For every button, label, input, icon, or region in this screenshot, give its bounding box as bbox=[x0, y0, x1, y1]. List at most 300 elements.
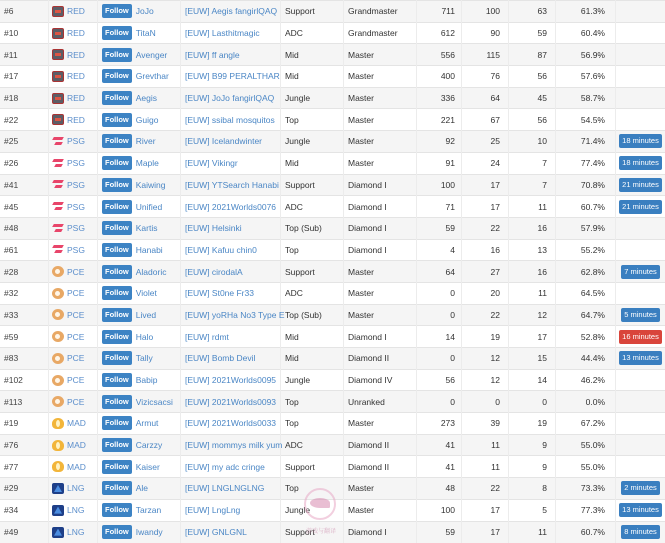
account-link[interactable]: [EUW] LNGLNGLNG bbox=[185, 483, 264, 493]
team-name[interactable]: LNG bbox=[67, 505, 84, 515]
rank-text: #22 bbox=[4, 115, 18, 125]
tier-cell bbox=[344, 152, 417, 174]
player-cell bbox=[98, 22, 181, 44]
team-logo-icon bbox=[52, 288, 64, 299]
follow-button[interactable]: Follow bbox=[102, 503, 132, 517]
tier-text: Grandmaster bbox=[348, 6, 398, 16]
tier-text: Diamond I bbox=[348, 202, 387, 212]
player-name-link[interactable]: Hanabi bbox=[136, 245, 163, 255]
account-link[interactable]: [EUW] Bomb Devil bbox=[185, 353, 255, 363]
live-game-badge[interactable]: 7 minutes bbox=[621, 265, 660, 279]
player-name-link[interactable]: Iwandy bbox=[136, 527, 163, 537]
lp-cell bbox=[417, 413, 462, 435]
role-cell bbox=[281, 44, 344, 66]
team-logo-icon bbox=[52, 201, 64, 212]
role-cell bbox=[281, 239, 344, 261]
losses-cell bbox=[509, 304, 556, 326]
lp-cell bbox=[417, 391, 462, 413]
player-name-link[interactable]: Violet bbox=[136, 288, 157, 298]
lp-text: 41 bbox=[446, 462, 455, 472]
follow-button[interactable]: Follow bbox=[102, 221, 132, 235]
winrate-cell bbox=[556, 261, 616, 283]
follow-button[interactable]: Follow bbox=[102, 286, 132, 300]
tier-text: Master bbox=[348, 71, 374, 81]
team-logo-icon bbox=[52, 49, 64, 60]
winrate-text: 60.7% bbox=[581, 202, 605, 212]
player-name-link[interactable]: JoJo bbox=[136, 6, 154, 16]
lp-cell bbox=[417, 348, 462, 370]
team-logo-icon bbox=[52, 309, 64, 320]
rank-text: #19 bbox=[4, 418, 18, 428]
lp-text: 91 bbox=[446, 158, 455, 168]
live-game-badge[interactable]: 18 minutes bbox=[619, 134, 662, 148]
live-game-badge[interactable]: 18 minutes bbox=[619, 156, 662, 170]
losses-text: 16 bbox=[538, 267, 547, 277]
wins-text: 12 bbox=[491, 353, 500, 363]
rank-cell bbox=[0, 87, 49, 109]
losses-text: 0 bbox=[542, 397, 547, 407]
lp-cell bbox=[417, 326, 462, 348]
team-cell bbox=[49, 456, 98, 478]
lp-text: 336 bbox=[441, 93, 455, 103]
account-link[interactable]: [EUW] yoRHa No3 Type E bbox=[185, 310, 285, 320]
wins-cell bbox=[462, 499, 509, 521]
tier-cell bbox=[344, 261, 417, 283]
lp-text: 0 bbox=[450, 310, 455, 320]
table-row bbox=[0, 499, 665, 521]
lp-text: 59 bbox=[446, 527, 455, 537]
role-cell bbox=[281, 1, 344, 23]
wins-text: 24 bbox=[491, 158, 500, 168]
role-text: Mid bbox=[285, 71, 299, 81]
follow-button[interactable]: Follow bbox=[102, 265, 132, 279]
losses-cell bbox=[509, 478, 556, 500]
lp-cell bbox=[417, 22, 462, 44]
player-name-link[interactable]: Avenger bbox=[136, 50, 168, 60]
account-link[interactable]: [EUW] rdmt bbox=[185, 332, 229, 342]
account-link[interactable]: [EUW] GNLGNL bbox=[185, 527, 247, 537]
team-logo-icon bbox=[52, 71, 64, 82]
tier-cell bbox=[344, 304, 417, 326]
player-name-link[interactable]: River bbox=[136, 136, 156, 146]
winrate-text: 67.2% bbox=[581, 418, 605, 428]
player-cell bbox=[98, 239, 181, 261]
lp-cell bbox=[417, 521, 462, 543]
tier-text: Unranked bbox=[348, 397, 385, 407]
account-link[interactable]: [EUW] YTSearch Hanabi bbox=[185, 180, 279, 190]
live-cell bbox=[616, 282, 665, 304]
role-text: ADC bbox=[285, 28, 303, 38]
follow-button[interactable]: Follow bbox=[102, 156, 132, 170]
lp-cell bbox=[417, 434, 462, 456]
account-link[interactable]: [EUW] 2021Worlds0033 bbox=[185, 418, 276, 428]
wins-cell bbox=[462, 196, 509, 218]
tier-cell bbox=[344, 174, 417, 196]
player-name-link[interactable]: Tarzan bbox=[136, 505, 162, 515]
tier-text: Diamond I bbox=[348, 527, 387, 537]
wins-cell bbox=[462, 348, 509, 370]
winrate-cell bbox=[556, 152, 616, 174]
account-cell bbox=[181, 131, 281, 153]
wins-cell bbox=[462, 413, 509, 435]
winrate-cell bbox=[556, 391, 616, 413]
winrate-cell bbox=[556, 217, 616, 239]
live-cell bbox=[616, 521, 665, 543]
tier-cell bbox=[344, 499, 417, 521]
role-cell bbox=[281, 261, 344, 283]
player-cell bbox=[98, 196, 181, 218]
wins-text: 20 bbox=[491, 288, 500, 298]
wins-text: 76 bbox=[491, 71, 500, 81]
tier-cell bbox=[344, 478, 417, 500]
account-link[interactable]: [EUW] my adc cringe bbox=[185, 462, 265, 472]
account-cell bbox=[181, 326, 281, 348]
account-link[interactable]: [EUW] Vikingr bbox=[185, 158, 238, 168]
lp-text: 41 bbox=[446, 440, 455, 450]
team-name[interactable]: PSG bbox=[67, 180, 85, 190]
live-cell bbox=[616, 131, 665, 153]
account-link[interactable]: [EUW] B99 PERALTHAR bbox=[185, 71, 280, 81]
account-link[interactable]: [EUW] JoJo fangirlQAQ bbox=[185, 93, 274, 103]
player-cell bbox=[98, 326, 181, 348]
account-cell bbox=[181, 1, 281, 23]
team-name[interactable]: RED bbox=[67, 28, 85, 38]
account-cell bbox=[181, 413, 281, 435]
table-row bbox=[0, 66, 665, 88]
team-logo-icon bbox=[52, 375, 64, 386]
table-row bbox=[0, 131, 665, 153]
team-name[interactable]: PCE bbox=[67, 375, 84, 385]
live-game-badge[interactable]: 8 minutes bbox=[621, 525, 660, 539]
follow-button[interactable]: Follow bbox=[102, 48, 132, 62]
lp-cell bbox=[417, 261, 462, 283]
account-link[interactable]: [EUW] Icelandwinter bbox=[185, 136, 262, 146]
lp-text: 59 bbox=[446, 223, 455, 233]
team-name[interactable]: PCE bbox=[67, 310, 84, 320]
follow-button[interactable]: Follow bbox=[102, 134, 132, 148]
live-cell bbox=[616, 326, 665, 348]
wins-text: 100 bbox=[486, 6, 500, 16]
lp-cell bbox=[417, 1, 462, 23]
tier-text: Master bbox=[348, 50, 374, 60]
team-name[interactable]: LNG bbox=[67, 483, 84, 493]
role-cell bbox=[281, 196, 344, 218]
wins-cell bbox=[462, 239, 509, 261]
table-row bbox=[0, 196, 665, 218]
team-name[interactable]: PSG bbox=[67, 202, 85, 212]
table-row bbox=[0, 22, 665, 44]
tier-text: Diamond IV bbox=[348, 375, 392, 385]
losses-text: 10 bbox=[538, 136, 547, 146]
account-cell bbox=[181, 369, 281, 391]
table-row bbox=[0, 369, 665, 391]
follow-button[interactable]: Follow bbox=[102, 91, 132, 105]
watermark-text: 游戏与翻译 bbox=[300, 526, 342, 535]
team-cell bbox=[49, 152, 98, 174]
follow-button[interactable]: Follow bbox=[102, 525, 132, 539]
live-game-badge[interactable]: 21 minutes bbox=[619, 200, 662, 214]
player-cell bbox=[98, 217, 181, 239]
tier-cell bbox=[344, 326, 417, 348]
rank-text: #25 bbox=[4, 136, 18, 146]
lp-cell bbox=[417, 66, 462, 88]
live-game-badge[interactable]: 5 minutes bbox=[621, 308, 660, 322]
lp-text: 0 bbox=[450, 397, 455, 407]
team-name[interactable]: PSG bbox=[67, 136, 85, 146]
player-name-link[interactable]: Kaiser bbox=[136, 462, 160, 472]
role-text: Top bbox=[285, 418, 299, 428]
lp-cell bbox=[417, 152, 462, 174]
rank-text: #32 bbox=[4, 288, 18, 298]
player-cell bbox=[98, 413, 181, 435]
winrate-cell bbox=[556, 326, 616, 348]
tier-text: Master bbox=[348, 93, 374, 103]
wins-text: 39 bbox=[491, 418, 500, 428]
losses-text: 9 bbox=[542, 440, 547, 450]
lp-text: 221 bbox=[441, 115, 455, 125]
player-name-link[interactable]: Aegis bbox=[136, 93, 157, 103]
follow-button[interactable]: Follow bbox=[102, 243, 132, 257]
losses-cell bbox=[509, 391, 556, 413]
account-cell bbox=[181, 239, 281, 261]
lp-text: 100 bbox=[441, 505, 455, 515]
account-cell bbox=[181, 456, 281, 478]
follow-button[interactable]: Follow bbox=[102, 330, 132, 344]
role-cell bbox=[281, 109, 344, 131]
live-cell bbox=[616, 456, 665, 478]
player-name-link[interactable]: Halo bbox=[136, 332, 153, 342]
player-name-link[interactable]: Kartis bbox=[136, 223, 158, 233]
player-name-link[interactable]: Vizicsacsi bbox=[136, 397, 173, 407]
winrate-text: 77.3% bbox=[581, 505, 605, 515]
team-cell bbox=[49, 348, 98, 370]
player-name-link[interactable]: Carzzy bbox=[136, 440, 162, 450]
team-name[interactable]: PCE bbox=[67, 288, 84, 298]
lp-cell bbox=[417, 131, 462, 153]
table-row bbox=[0, 456, 665, 478]
rank-cell bbox=[0, 304, 49, 326]
losses-text: 59 bbox=[538, 28, 547, 38]
lp-text: 4 bbox=[450, 245, 455, 255]
account-cell bbox=[181, 174, 281, 196]
winrate-text: 58.7% bbox=[581, 93, 605, 103]
winrate-cell bbox=[556, 44, 616, 66]
follow-button[interactable]: Follow bbox=[102, 460, 132, 474]
follow-button[interactable]: Follow bbox=[102, 308, 132, 322]
winrate-cell bbox=[556, 1, 616, 23]
team-name[interactable]: PSG bbox=[67, 223, 85, 233]
rank-cell bbox=[0, 196, 49, 218]
losses-cell bbox=[509, 217, 556, 239]
account-link[interactable]: [EUW] LngLng bbox=[185, 505, 240, 515]
account-link[interactable]: [EUW] 2021Worlds0095 bbox=[185, 375, 276, 385]
rank-cell bbox=[0, 261, 49, 283]
team-name[interactable]: RED bbox=[67, 115, 85, 125]
follow-button[interactable]: Follow bbox=[102, 178, 132, 192]
losses-text: 56 bbox=[538, 71, 547, 81]
rank-text: #17 bbox=[4, 71, 18, 81]
rank-text: #49 bbox=[4, 527, 18, 537]
role-cell bbox=[281, 131, 344, 153]
team-cell bbox=[49, 174, 98, 196]
team-cell bbox=[49, 196, 98, 218]
losses-cell bbox=[509, 109, 556, 131]
live-game-badge[interactable]: 16 minutes bbox=[619, 330, 662, 344]
winrate-cell bbox=[556, 131, 616, 153]
winrate-text: 54.5% bbox=[581, 115, 605, 125]
lp-cell bbox=[417, 456, 462, 478]
follow-button[interactable]: Follow bbox=[102, 438, 132, 452]
role-cell bbox=[281, 174, 344, 196]
player-name-link[interactable]: Armut bbox=[136, 418, 159, 428]
rank-cell bbox=[0, 369, 49, 391]
follow-button[interactable]: Follow bbox=[102, 351, 132, 365]
rank-cell bbox=[0, 109, 49, 131]
team-cell bbox=[49, 239, 98, 261]
rank-cell bbox=[0, 22, 49, 44]
winrate-cell bbox=[556, 434, 616, 456]
live-game-badge[interactable]: 13 minutes bbox=[619, 351, 662, 365]
team-name[interactable]: PCE bbox=[67, 332, 84, 342]
player-name-link[interactable]: Aladoric bbox=[136, 267, 167, 277]
player-name-link[interactable]: Grevthar bbox=[136, 71, 169, 81]
losses-cell bbox=[509, 196, 556, 218]
follow-button[interactable]: Follow bbox=[102, 26, 132, 40]
tier-text: Diamond I bbox=[348, 180, 387, 190]
winrate-text: 55.0% bbox=[581, 440, 605, 450]
team-logo-icon bbox=[52, 93, 64, 104]
team-name[interactable]: MAD bbox=[67, 418, 86, 428]
follow-button[interactable]: Follow bbox=[102, 481, 132, 495]
team-name[interactable]: RED bbox=[67, 71, 85, 81]
live-cell bbox=[616, 109, 665, 131]
table-row bbox=[0, 521, 665, 543]
live-game-badge[interactable]: 21 minutes bbox=[619, 178, 662, 192]
team-name[interactable]: RED bbox=[67, 50, 85, 60]
lp-cell bbox=[417, 174, 462, 196]
winrate-cell bbox=[556, 22, 616, 44]
player-name-link[interactable]: Tally bbox=[136, 353, 153, 363]
player-name-link[interactable]: Babip bbox=[136, 375, 158, 385]
account-link[interactable]: [EUW] Aegis fangirlQAQ bbox=[185, 6, 277, 16]
account-link[interactable]: [EUW] Helsinki bbox=[185, 223, 242, 233]
wins-cell bbox=[462, 217, 509, 239]
team-name[interactable]: PCE bbox=[67, 397, 84, 407]
player-name-link[interactable]: Kaiwing bbox=[136, 180, 166, 190]
role-text: Mid bbox=[285, 158, 299, 168]
lp-text: 0 bbox=[450, 353, 455, 363]
wins-cell bbox=[462, 326, 509, 348]
account-link[interactable]: [EUW] 2021Worlds0076 bbox=[185, 202, 276, 212]
account-link[interactable]: [EUW] cirodalA bbox=[185, 267, 243, 277]
losses-text: 11 bbox=[538, 202, 547, 212]
team-cell bbox=[49, 326, 98, 348]
team-logo-icon bbox=[52, 527, 64, 538]
tier-text: Grandmaster bbox=[348, 28, 398, 38]
live-game-badge[interactable]: 2 minutes bbox=[621, 481, 660, 495]
account-cell bbox=[181, 22, 281, 44]
follow-button[interactable]: Follow bbox=[102, 113, 132, 127]
player-name-link[interactable]: Ale bbox=[136, 483, 148, 493]
account-link[interactable]: [EUW] 2021Worlds0093 bbox=[185, 397, 276, 407]
team-name[interactable]: RED bbox=[67, 93, 85, 103]
team-name[interactable]: MAD bbox=[67, 440, 86, 450]
role-cell bbox=[281, 217, 344, 239]
account-link[interactable]: [EUW] ssibal mosquitos bbox=[185, 115, 275, 125]
team-name[interactable]: PSG bbox=[67, 245, 85, 255]
account-cell bbox=[181, 499, 281, 521]
team-name[interactable]: MAD bbox=[67, 462, 86, 472]
losses-cell bbox=[509, 22, 556, 44]
team-cell bbox=[49, 217, 98, 239]
team-name[interactable]: PCE bbox=[67, 353, 84, 363]
role-cell bbox=[281, 521, 344, 543]
rank-cell bbox=[0, 326, 49, 348]
account-link[interactable]: [EUW] ff angle bbox=[185, 50, 240, 60]
follow-button[interactable]: Follow bbox=[102, 4, 132, 18]
table-row bbox=[0, 1, 665, 23]
winrate-cell bbox=[556, 239, 616, 261]
role-cell bbox=[281, 369, 344, 391]
role-text: Support bbox=[285, 6, 315, 16]
follow-button[interactable]: Follow bbox=[102, 200, 132, 214]
follow-button[interactable]: Follow bbox=[102, 416, 132, 430]
player-name-link[interactable]: Unified bbox=[136, 202, 162, 212]
tier-text: Diamond I bbox=[348, 245, 387, 255]
account-link[interactable]: [EUW] Lasthitmagic bbox=[185, 28, 260, 38]
live-cell bbox=[616, 239, 665, 261]
player-name-link[interactable]: Maple bbox=[136, 158, 159, 168]
account-link[interactable]: [EUW] St0ne Fr33 bbox=[185, 288, 254, 298]
role-text: Support bbox=[285, 267, 315, 277]
live-game-badge[interactable]: 13 minutes bbox=[619, 503, 662, 517]
team-logo-icon bbox=[52, 418, 64, 429]
lp-text: 556 bbox=[441, 50, 455, 60]
losses-cell bbox=[509, 87, 556, 109]
player-name-link[interactable]: Guigo bbox=[136, 115, 159, 125]
losses-text: 7 bbox=[542, 158, 547, 168]
lp-text: 273 bbox=[441, 418, 455, 428]
player-name-link[interactable]: TitaN bbox=[136, 28, 156, 38]
account-link[interactable]: [EUW] Kafuu chin0 bbox=[185, 245, 257, 255]
table-row bbox=[0, 152, 665, 174]
role-text: Top bbox=[285, 115, 299, 125]
follow-button[interactable]: Follow bbox=[102, 395, 132, 409]
player-cell bbox=[98, 152, 181, 174]
live-cell bbox=[616, 22, 665, 44]
player-cell bbox=[98, 434, 181, 456]
follow-button[interactable]: Follow bbox=[102, 373, 132, 387]
team-cell bbox=[49, 499, 98, 521]
player-cell bbox=[98, 304, 181, 326]
team-name[interactable]: LNG bbox=[67, 527, 84, 537]
losses-text: 8 bbox=[542, 483, 547, 493]
player-name-link[interactable]: Lived bbox=[136, 310, 156, 320]
rank-cell bbox=[0, 217, 49, 239]
team-name[interactable]: PSG bbox=[67, 158, 85, 168]
wins-text: 27 bbox=[491, 267, 500, 277]
losses-cell bbox=[509, 521, 556, 543]
live-cell bbox=[616, 348, 665, 370]
player-cell bbox=[98, 348, 181, 370]
team-name[interactable]: RED bbox=[67, 6, 85, 16]
follow-button[interactable]: Follow bbox=[102, 69, 132, 83]
wins-text: 22 bbox=[491, 223, 500, 233]
losses-text: 5 bbox=[542, 505, 547, 515]
team-name[interactable]: PCE bbox=[67, 267, 84, 277]
lp-cell bbox=[417, 87, 462, 109]
account-link[interactable]: [EUW] mommys milk yum bbox=[185, 440, 282, 450]
